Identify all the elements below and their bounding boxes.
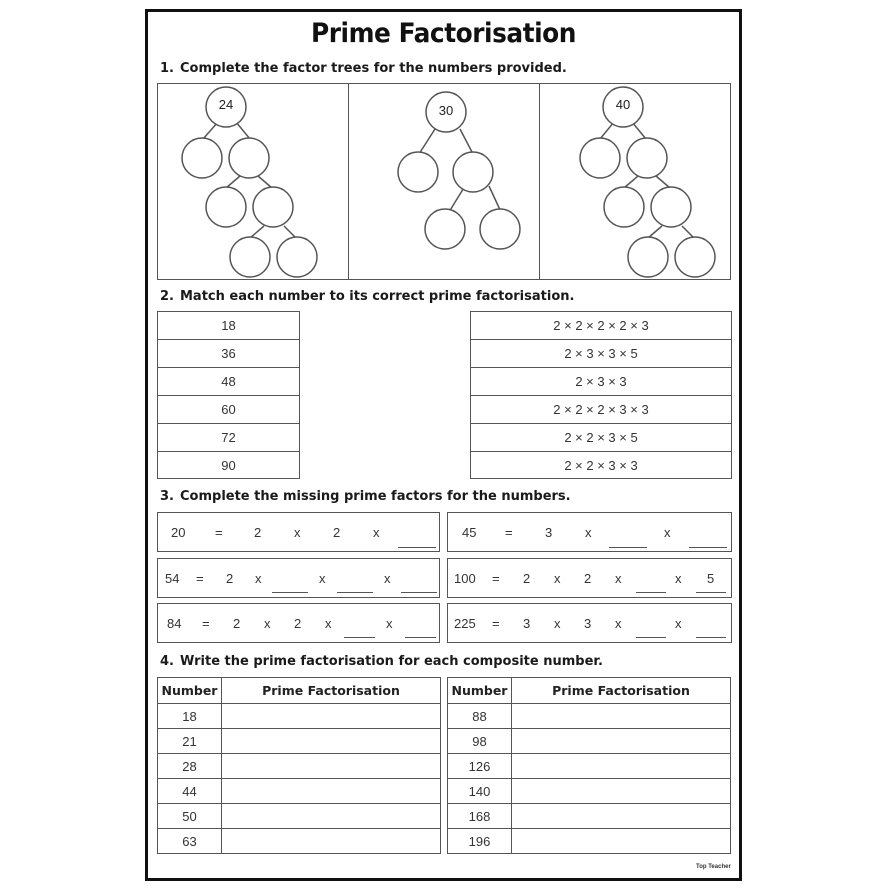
answer-cell[interactable] — [222, 829, 441, 854]
equals-sign: = — [202, 615, 210, 631]
factor: 5 — [707, 570, 715, 586]
multiply-sign: x — [294, 524, 301, 540]
answer-cell[interactable] — [222, 729, 441, 754]
answer-blank[interactable] — [609, 547, 647, 548]
equals-sign: = — [215, 524, 223, 540]
section2-number: 2. — [160, 289, 174, 304]
answer-cell[interactable] — [222, 704, 441, 729]
match-factorisation-cell[interactable]: 2 × 2 × 2 × 3 × 3 — [470, 395, 732, 424]
equals-sign: = — [492, 615, 500, 631]
multiply-sign: x — [675, 615, 682, 631]
factor: 2 — [333, 524, 341, 540]
factor-tree-diagram — [540, 84, 732, 281]
header-prime-factorisation: Prime Factorisation — [222, 678, 441, 704]
section4-number: 4. — [160, 654, 174, 669]
table-row — [158, 779, 441, 804]
tree-root-label: 24 — [218, 97, 234, 112]
factor-tree-40 — [539, 83, 731, 280]
factor: 3 — [523, 615, 531, 631]
table-row — [158, 754, 441, 779]
section4-instruction: Write the prime factorisation for each composite number. — [180, 654, 603, 669]
match-number-cell[interactable]: 90 — [157, 451, 300, 479]
page-title: Prime Factorisation — [310, 18, 576, 49]
equation-number: 54 — [165, 570, 180, 586]
number-cell: 28 — [158, 754, 222, 779]
table-header-row — [158, 678, 441, 704]
factor: 2 — [233, 615, 241, 631]
equals-sign: = — [492, 570, 500, 586]
answer-blank[interactable] — [337, 592, 373, 593]
number-cell: 63 — [158, 829, 222, 854]
multiply-sign: x — [615, 615, 622, 631]
multiply-sign: x — [664, 524, 671, 540]
table-row — [448, 729, 731, 754]
number-cell: 126 — [448, 754, 512, 779]
number-cell: 88 — [448, 704, 512, 729]
multiply-sign: x — [554, 570, 561, 586]
table-row — [448, 779, 731, 804]
table-header-row — [448, 678, 731, 704]
match-factorisation-cell[interactable]: 2 × 2 × 2 × 2 × 3 — [470, 311, 732, 340]
factor: 2 — [584, 570, 592, 586]
answer-cell[interactable] — [222, 804, 441, 829]
answer-cell[interactable] — [512, 704, 731, 729]
table-row — [448, 704, 731, 729]
table-row — [158, 704, 441, 729]
equals-sign: = — [196, 570, 204, 586]
section3-number: 3. — [160, 489, 174, 504]
multiply-sign: x — [373, 524, 380, 540]
equation-84 — [157, 603, 440, 643]
tree-root-label: 30 — [438, 103, 454, 118]
equation-number: 20 — [171, 524, 186, 540]
table-row — [158, 729, 441, 754]
section2-instruction: Match each number to its correct prime factorisation. — [180, 289, 575, 304]
factorisation-table-left — [157, 677, 441, 854]
table-row — [158, 829, 441, 854]
answer-cell[interactable] — [222, 779, 441, 804]
number-cell: 44 — [158, 779, 222, 804]
equation-number: 225 — [454, 615, 476, 631]
answer-cell[interactable] — [512, 754, 731, 779]
answer-blank[interactable] — [636, 637, 666, 638]
section3-instruction: Complete the missing prime factors for the numbers. — [180, 489, 571, 504]
number-cell: 98 — [448, 729, 512, 754]
answer-blank[interactable] — [398, 547, 436, 548]
factorisation-table-right — [447, 677, 731, 854]
match-number-cell[interactable]: 60 — [157, 395, 300, 424]
multiply-sign: x — [675, 570, 682, 586]
answer-cell[interactable] — [512, 779, 731, 804]
number-cell: 21 — [158, 729, 222, 754]
equation-20 — [157, 512, 440, 552]
equation-number: 100 — [454, 570, 476, 586]
multiply-sign: x — [386, 615, 393, 631]
number-cell: 140 — [448, 779, 512, 804]
table-row — [448, 804, 731, 829]
match-factorisation-cell[interactable]: 2 × 2 × 3 × 3 — [470, 451, 732, 479]
multiply-sign: x — [325, 615, 332, 631]
answer-underline — [696, 592, 726, 593]
table-row — [158, 804, 441, 829]
section3-heading — [160, 489, 571, 504]
number-cell: 50 — [158, 804, 222, 829]
factor: 2 — [226, 570, 234, 586]
answer-blank[interactable] — [272, 592, 308, 593]
multiply-sign: x — [554, 615, 561, 631]
equation-45 — [447, 512, 732, 552]
factor: 2 — [294, 615, 302, 631]
multiply-sign: x — [585, 524, 592, 540]
number-cell: 18 — [158, 704, 222, 729]
section2-heading — [160, 289, 574, 304]
answer-blank[interactable] — [696, 637, 726, 638]
factor-tree-diagram — [158, 84, 350, 281]
match-number-cell[interactable]: 72 — [157, 423, 300, 452]
match-factorisation-cell[interactable]: 2 × 2 × 3 × 5 — [470, 423, 732, 452]
section4-heading — [160, 654, 603, 669]
multiply-sign: x — [615, 570, 622, 586]
section1-instruction: Complete the factor trees for the numbers provided. — [180, 61, 567, 76]
equation-225 — [447, 603, 732, 643]
multiply-sign: x — [255, 570, 262, 586]
equation-100 — [447, 558, 732, 598]
factor-tree-24 — [157, 83, 349, 280]
multiply-sign: x — [384, 570, 391, 586]
equation-54 — [157, 558, 440, 598]
multiply-sign: x — [264, 615, 271, 631]
equation-number: 45 — [462, 524, 477, 540]
answer-blank[interactable] — [405, 637, 436, 638]
section1-number: 1. — [160, 61, 174, 76]
table-row — [448, 829, 731, 854]
answer-blank[interactable] — [636, 592, 666, 593]
brand-logo: Top Teacher — [696, 864, 731, 870]
section1-heading — [160, 61, 567, 76]
factor: 3 — [545, 524, 553, 540]
equals-sign: = — [505, 524, 513, 540]
factor: 2 — [254, 524, 262, 540]
match-number-cell[interactable]: 18 — [157, 311, 300, 340]
match-number-cell[interactable]: 36 — [157, 339, 300, 368]
table-row — [448, 754, 731, 779]
equation-number: 84 — [167, 615, 182, 631]
answer-cell[interactable] — [512, 829, 731, 854]
match-number-cell[interactable]: 48 — [157, 367, 300, 396]
header-number: Number — [448, 678, 512, 704]
multiply-sign: x — [319, 570, 326, 586]
header-prime-factorisation: Prime Factorisation — [512, 678, 731, 704]
answer-cell[interactable] — [512, 804, 731, 829]
number-cell: 196 — [448, 829, 512, 854]
factor-tree-30 — [348, 83, 540, 280]
tree-root-label: 40 — [615, 97, 631, 112]
answer-blank[interactable] — [401, 592, 437, 593]
number-cell: 168 — [448, 804, 512, 829]
factor: 2 — [523, 570, 531, 586]
answer-cell[interactable] — [512, 729, 731, 754]
factor: 3 — [584, 615, 592, 631]
header-number: Number — [158, 678, 222, 704]
answer-cell[interactable] — [222, 754, 441, 779]
answer-blank[interactable] — [344, 637, 375, 638]
answer-blank[interactable] — [689, 547, 727, 548]
match-factorisation-cell[interactable]: 2 × 3 × 3 — [470, 367, 732, 396]
match-factorisation-cell[interactable]: 2 × 3 × 3 × 5 — [470, 339, 732, 368]
